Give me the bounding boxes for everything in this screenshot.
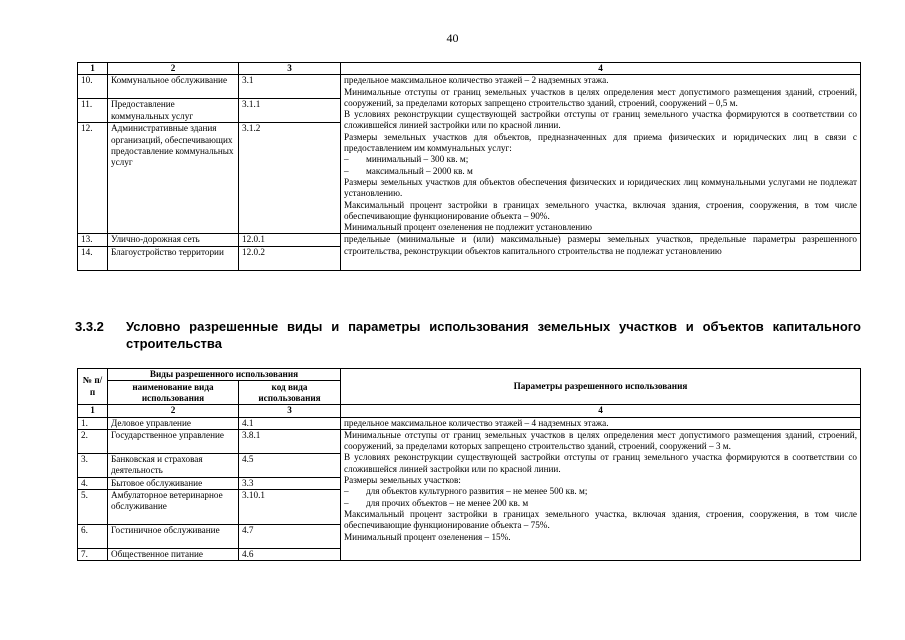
use-parameters xyxy=(341,429,861,561)
use-code: 12.0.2 xyxy=(239,246,341,270)
param-line: Размеры земельных участков: xyxy=(344,475,461,486)
use-name: Амбулаторное ветеринарное обслуживание xyxy=(108,490,239,525)
use-code: 3.8.1 xyxy=(239,429,341,453)
use-name: Гостиничное обслуживание xyxy=(108,525,239,549)
table-row xyxy=(78,429,861,453)
section-title: Условно разрешенные виды и параметры использования земельных участков и объектов капитального строительства xyxy=(126,319,861,351)
param-list-item: – максимальный – 2000 кв. м xyxy=(344,165,473,176)
row-number: 1. xyxy=(78,417,108,429)
use-name: Бытовое обслуживание xyxy=(108,477,239,489)
use-parameters: предельное максимальное количество этажей – 4 надземных этажа. xyxy=(341,417,861,429)
table-conditional-uses xyxy=(77,368,861,561)
table-row xyxy=(78,417,861,429)
col-index-2: 2 xyxy=(108,405,239,417)
param-line: Максимальный процент застройки в границах земельного участка, включая здания, строения, сооружения, в том числе обеспечивающие функционирование объекта – 90%. xyxy=(344,199,857,221)
param-line: В условиях реконструкции существующей застройки отступы от границ земельного участка формируются в соответствии со сложившейся линией застройки или по красной линии. xyxy=(344,452,857,474)
col-header-name: наименование вида использования xyxy=(108,381,239,405)
param-line: Размеры земельных участков для объектов, предназначенных для приема физических и юридических лиц в связи с предоставлением им коммунальных услуг: xyxy=(344,131,857,154)
use-code: 4.7 xyxy=(239,525,341,549)
col-index-4: 4 xyxy=(341,405,861,417)
row-number: 5. xyxy=(78,490,108,525)
row-number: 7. xyxy=(78,549,108,561)
col-header-1: 1 xyxy=(78,63,108,75)
param-line: Минимальные отступы от границ земельных участков в целях определения мест допустимого размещения зданий, строений, сооружений, за пределами которых запрещено строительство зданий, строений, сооружений – 3 м. xyxy=(344,429,857,452)
use-parameters xyxy=(341,75,861,234)
use-name: Благоустройство территории xyxy=(108,246,239,270)
use-name: Общественное питание xyxy=(108,549,239,561)
row-number: 10. xyxy=(78,75,108,99)
page-number: 40 xyxy=(446,31,459,45)
use-name: Улично-дорожная сеть xyxy=(108,234,239,246)
use-code: 4.1 xyxy=(239,417,341,429)
table-row xyxy=(78,75,861,99)
col-index-1: 1 xyxy=(78,405,108,417)
param-line: Размеры земельных участков для объектов обеспечения физических и юридических лиц коммунальными услугами не подлежат установлению. xyxy=(344,176,857,199)
param-list-item: – минимальный – 300 кв. м; xyxy=(344,154,469,165)
param-line: Минимальные отступы от границ земельных участков в целях определения мест допустимого размещения зданий, строений, сооружений, за пределами которых запрещено строительство зданий, строений, сооружений – 0,5 м. xyxy=(344,86,857,108)
section-number: 3.3.2 xyxy=(75,319,104,334)
param-line: предельное максимальное количество этажей – 2 надземных этажа. xyxy=(344,75,609,86)
row-number: 2. xyxy=(78,429,108,453)
use-code: 4.5 xyxy=(239,453,341,477)
use-code: 3.3 xyxy=(239,477,341,489)
col-index-3: 3 xyxy=(239,405,341,417)
table-permitted-uses-continued xyxy=(77,62,861,271)
col-header-group: Виды разрешенного использования xyxy=(108,369,341,381)
use-code: 3.10.1 xyxy=(239,490,341,525)
param-list-item: – для прочих объектов – не менее 200 кв. м xyxy=(344,497,529,508)
param-line: Минимальный процент озеленения не подлежит установлению xyxy=(344,222,592,233)
row-number: 6. xyxy=(78,525,108,549)
row-number: 13. xyxy=(78,234,108,246)
use-name: Государственное управление xyxy=(108,429,239,453)
col-header-2: 2 xyxy=(108,63,239,75)
col-header-4: 4 xyxy=(341,63,861,75)
use-name: Коммунальное обслуживание xyxy=(108,75,239,99)
param-line: Минимальный процент озеленения – 15%. xyxy=(344,531,511,542)
use-code: 3.1 xyxy=(239,75,341,99)
table-row xyxy=(78,234,861,246)
use-name: Деловое управление xyxy=(108,417,239,429)
use-name: Предоставление коммунальных услуг xyxy=(108,99,239,123)
use-code: 4.6 xyxy=(239,549,341,561)
use-name: Административные здания организаций, обеспечивающих предоставление коммунальных услуг xyxy=(108,123,239,234)
col-header-number: № п/п xyxy=(78,369,108,405)
col-header-3: 3 xyxy=(239,63,341,75)
row-number: 11. xyxy=(78,99,108,123)
use-code: 3.1.2 xyxy=(239,123,341,234)
row-number: 14. xyxy=(78,246,108,270)
use-parameters: предельные (минимальные и (или) максимальные) размеры земельных участков, предельные параметры разрешенного строительства, реконструкции объектов капитального строительства не подлежат установлению xyxy=(341,234,861,270)
row-number: 3. xyxy=(78,453,108,477)
use-name: Банковская и страховая деятельность xyxy=(108,453,239,477)
param-line: В условиях реконструкции существующей застройки отступы от границ земельного участка формируются в соответствии со сложившейся линией застройки или по красной линии. xyxy=(344,109,857,131)
row-number: 12. xyxy=(78,123,108,234)
use-code: 3.1.1 xyxy=(239,99,341,123)
col-header-code: код вида использования xyxy=(239,381,341,405)
row-number: 4. xyxy=(78,477,108,489)
use-code: 12.0.1 xyxy=(239,234,341,246)
col-header-params: Параметры разрешенного использования xyxy=(341,369,861,405)
param-list-item: – для объектов культурного развития – не менее 500 кв. м; xyxy=(344,486,588,497)
param-line: Максимальный процент застройки в границах земельного участка, включая здания, строения, сооружения, в том числе обеспечивающие функционирование объекта – 75%. xyxy=(344,508,857,531)
